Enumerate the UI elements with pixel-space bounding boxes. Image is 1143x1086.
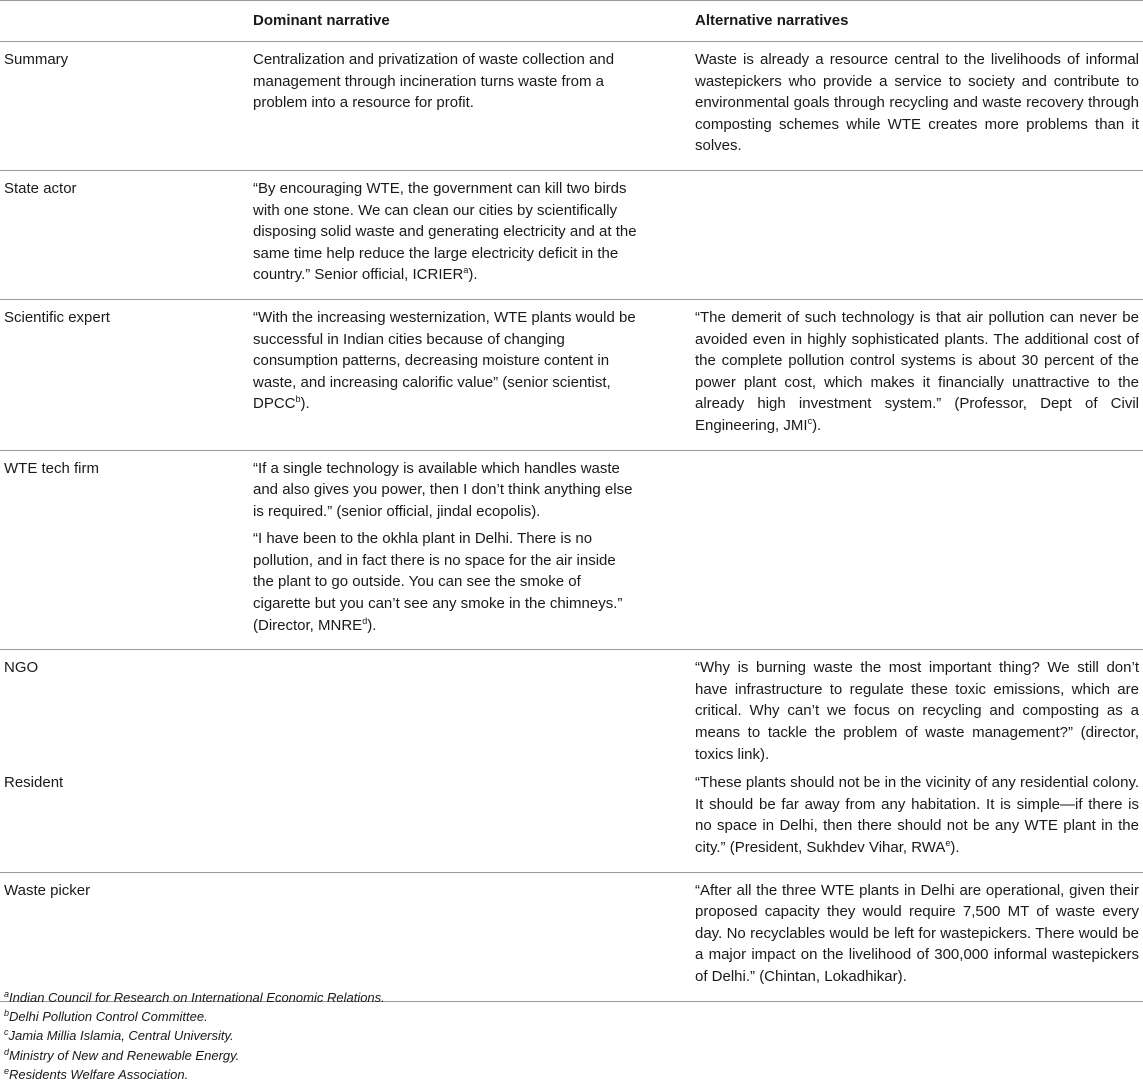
table-row-summary (0, 42, 1143, 171)
footnote (4, 1007, 208, 1026)
alternative-cell: “Why is burning waste the most important thing? We still don’t have infrastructure to regulate these toxic emissions, which are critical. Why can’t we focus on recycling and composting as a means to tackle the problem of waste management?” (director, toxics link). (695, 659, 1139, 763)
header-alternative: Alternative narratives (690, 1, 1143, 42)
dominant-cell (248, 299, 690, 450)
footnote-text: Residents Welfare Association. (9, 1067, 189, 1082)
footnote-text: Jamia Millia Islamia, Central University. (8, 1028, 234, 1043)
quote-tail: ). (950, 839, 960, 856)
dominant-cell (248, 872, 690, 1001)
quote-text: “By encouraging WTE, the government can kill two birds with one stone. We can clean our cities by scientifically disposing solid waste and generating electricity and at the same time help reduce the large electricity deficit in the country.” Senior official, ICRIER (253, 179, 637, 284)
footnote-mark: a (463, 265, 469, 276)
quote-text: “With the increasing westernization, WTE plants would be successful in Indian cities because of changing consumption patterns, decreasing moisture content in waste, and increasing calorific value” (senior scientist, DPCC (253, 308, 636, 413)
footnote-mark: d (4, 1047, 10, 1057)
row-label: WTE tech firm (0, 450, 248, 650)
footnote-text: Ministry of New and Renewable Energy. (9, 1048, 240, 1063)
quote-text: “I have been to the okhla plant in Delhi. There is no pollution, and in fact there is no space for the air inside the plant to go outside. You can see the smoke of cigarette but you can’t see any smoke in the chimneys.” (Director, MNRE (253, 530, 623, 634)
quote-tail: ). (367, 616, 377, 634)
footnote-mark: e (4, 1066, 10, 1076)
row-label: NGO (4, 659, 39, 677)
dominant-cell (248, 170, 690, 299)
row-label: Resident (0, 769, 248, 872)
quote-tail: ). (300, 395, 310, 413)
header-blank (0, 1, 248, 42)
row-label: State actor (0, 170, 248, 299)
dominant-cell (248, 650, 690, 769)
table-row-ngo (0, 650, 1143, 769)
quote-text: “The demerit of such technology is that air pollution can never be avoided even in highly sophisticated plants. The additional cost of the complete pollution control systems is about 30 percent of the power plant cost, which makes it financially unattractive to the already high investment system.” (Professor, Dept of Civil Engineering, JMI (695, 308, 1139, 434)
quote-text: “These plants should not be in the vicinity of any residential colony. It should be far away from any habitation. It is simple—if there is no space in Delhi, then there should not be any WTE plant in the city.” (President, Sukhdev Vihar, RWA (695, 774, 1139, 856)
footnote-mark: e (945, 838, 951, 848)
footnote-mark: b (295, 394, 301, 405)
footnote-text: Indian Council for Research on International Economic Relations. (9, 990, 385, 1005)
dominant-cell (248, 450, 690, 650)
quote-paragraph (253, 528, 640, 636)
table-row-scientific-expert (0, 299, 1143, 450)
dominant-cell (248, 769, 690, 872)
alternative-cell (690, 450, 1143, 650)
footnote-mark: b (4, 1008, 10, 1018)
table-row-resident (0, 769, 1143, 872)
footnote (4, 988, 385, 1007)
row-label: Waste picker (0, 872, 248, 1001)
header-row (0, 1, 1143, 42)
quote-tail: ). (812, 416, 822, 434)
alternative-cell: “After all the three WTE plants in Delhi are operational, given their proposed capacity they would require 7,500 MT of waste every day. No recyclables would be left for wastepickers. There would be a major impact on the livelihood of 300,000 informal wastepickers of Delhi.” (Chintan, Lokadhikar). (690, 872, 1143, 1001)
alternative-cell (690, 769, 1143, 872)
row-label: Summary (0, 42, 248, 171)
footnote-mark: c (4, 1027, 9, 1037)
header-dominant: Dominant narrative (248, 1, 690, 42)
footnote (4, 1065, 188, 1084)
alternative-cell (690, 299, 1143, 450)
table-row-waste-picker (0, 872, 1143, 1001)
row-label: Scientific expert (0, 299, 248, 450)
footnote-mark: d (362, 615, 368, 626)
alternative-cell (690, 170, 1143, 299)
alternative-cell: Waste is already a resource central to the livelihoods of informal wastepickers who provide a service to society and contribute to environmental goals through recycling and waste recovery through composting schemes while WTE creates more problems than it solves. (690, 42, 1143, 171)
footnote-mark: a (4, 989, 10, 999)
quote-paragraph: “If a single technology is available which handles waste and also gives you power, then I don’t think anything else is required.” (senior official, jindal ecopolis). (253, 459, 633, 520)
footnote-mark: c (807, 415, 813, 426)
table-row-state-actor (0, 170, 1143, 299)
footnote-text: Delhi Pollution Control Committee. (9, 1009, 208, 1024)
footnote (4, 1026, 234, 1045)
table-row-wte-tech-firm (0, 450, 1143, 650)
footnote (4, 1046, 239, 1065)
quote-tail: ). (468, 266, 478, 284)
dominant-cell: Centralization and privatization of waste collection and management through incineration turns waste from a problem into a resource for profit. (248, 42, 690, 171)
